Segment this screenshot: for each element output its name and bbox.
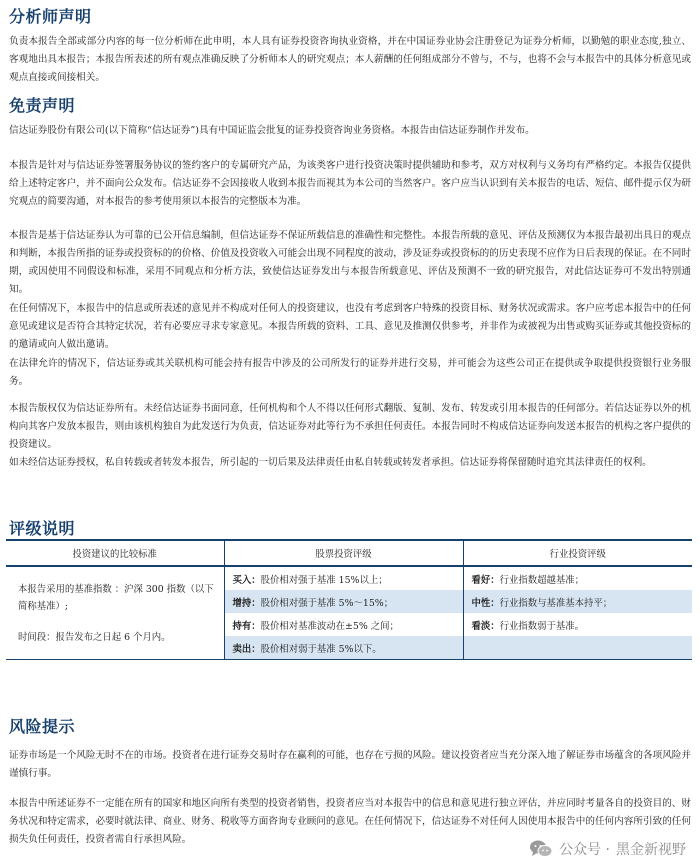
- disclaimer-paragraph: 在任何情况下，本报告中的信息或所表述的意见并不构成对任何人的投资建议，也没有考虑到客户特殊的投资目标、财务状况或需求。客户应考虑本报告中的任何意见或建议是否符合其特定状况，若有必要应寻求专家意见。本报告所载的资料、工具、意见及推测仅供参考，并非作为或被视为出售或购买证券或其他投资标的的邀请或向人做出邀请。: [9, 303, 691, 350]
- stock-rating-cell: [224, 613, 463, 636]
- industry-rating-cell-empty: [463, 636, 692, 660]
- risk-paragraph: 证券市场是一个风险无时不在的市场。投资者在进行证券交易时存在赢利的可能，也存在亏损的风险。建议投资者应当充分深入地了解证券市场蕴含的各项风险并谨慎行事。: [9, 750, 691, 779]
- stock-rating-label: 增持：: [232, 597, 261, 609]
- stock-rating-desc: 股价相对强于基准 5%～15%；: [260, 597, 394, 609]
- disclaimer-title: 免责声明: [9, 96, 76, 115]
- header-industry-rating: 行业投资评级: [463, 540, 692, 566]
- stock-rating-desc: 股价相对弱于基准 5%以下。: [260, 643, 382, 655]
- watermark-name: 黑金新视野: [616, 842, 686, 858]
- benchmark-period-text: 时间段：报告发布之日起 6 个月内。: [18, 631, 171, 643]
- stock-rating-cell: [224, 636, 463, 660]
- benchmark-cell: [6, 566, 224, 660]
- stock-rating-desc: 股价相对强于基准 15%以上；: [260, 574, 388, 586]
- header-benchmark: 投资建议的比较标准: [6, 540, 224, 566]
- rating-table-header: [6, 540, 692, 566]
- stock-rating-cell: [224, 590, 463, 613]
- analyst-statement-text: 负责本报告全部或部分内容的每一位分析师在此申明，本人具有证券投资咨询执业资格，并在中国证券业协会注册登记为证券分析师，以勤勉的职业态度,独立、客观地出具本报告；本报告所表述的所有观点准确反映了分析师本人的研究观点；本人薪酬的任何组成部分不曾与，不与，也将不会与本报告中的具体分析意见或观点直接或间接相关。: [9, 36, 691, 83]
- stock-rating-label: 卖出：: [232, 643, 261, 655]
- stock-rating-label: 持有：: [232, 620, 261, 632]
- industry-rating-cell: [463, 590, 692, 613]
- wechat-icon: [529, 839, 553, 859]
- industry-rating-label: 看淡：: [471, 620, 500, 632]
- industry-rating-label: 中性：: [471, 597, 500, 609]
- risk-paragraph: 本报告中所述证券不一定能在所有的国家和地区向所有类型的投资者销售，投资者应当对本报告中的信息和意见进行独立评估，并应同时考量各自的投资目的、财务状况和特定需求，必要时就法律、商业、财务、税收等方面咨询专业顾问的意见。在任何情况下，信达证券不对任何人因使用本报告中的任何内容所引致的任何损失负任何责任，投资者需自行承担风险。: [9, 798, 691, 845]
- stock-rating-cell: [224, 566, 463, 590]
- rating-title: 评级说明: [9, 519, 76, 538]
- disclaimer-paragraph: 本报告是针对与信达证券签署服务协议的签约客户的专属研究产品，为该类客户进行投资决策时提供辅助和参考，双方对权利与义务均有严格约定。本报告仅提供给上述特定客户，并不面向公众发布。信达证券不会因接收人收到本报告而视其为本公司的当然客户。客户应当认识到有关本报告的电话、短信、邮件提示仅为研究观点的简要沟通，对本报告的参考使用须以本报告的完整版本为准。: [9, 160, 691, 207]
- rating-table: [6, 539, 692, 660]
- stock-rating-label: 买入：: [232, 574, 261, 586]
- watermark-prefix: 公众号 ·: [559, 842, 610, 858]
- disclaimer-paragraph: 在法律允许的情况下，信达证券或其关联机构可能会持有报告中涉及的公司所发行的证券并进行交易，并可能会为这些公司正在提供或争取提供投资银行业务服务。: [9, 358, 691, 387]
- industry-rating-cell: [463, 566, 692, 590]
- disclaimer-paragraph: 本报告是基于信达证券认为可靠的已公开信息编制，但信达证券不保证所载信息的准确性和完整性。本报告所载的意见、评估及预测仅为本报告最初出具日的观点和判断，本报告所指的证券或投资标的的价格、价值及投资收入可能会出现不同程度的波动，涉及证券或投资标的的历史表现不应作为日后表现的保证。在不同时期，或因使用不同假设和标准，采用不同观点和分析方法，致使信达证券发出与本报告所载意见、评估及预测不一致的研究报告，对此信达证券可不发出特别通知。: [9, 230, 691, 295]
- industry-rating-desc: 行业指数与基准基本持平；: [499, 597, 613, 609]
- industry-rating-label: 看好：: [471, 574, 500, 586]
- header-stock-rating: 股票投资评级: [224, 540, 463, 566]
- stock-rating-desc: 股价相对基准波动在±5% 之间；: [260, 620, 399, 632]
- watermark: [529, 839, 686, 859]
- table-row: [6, 566, 692, 590]
- industry-rating-cell: [463, 613, 692, 636]
- industry-rating-desc: 行业指数弱于基准。: [499, 620, 585, 632]
- disclaimer-paragraph: 如未经信达证券授权，私自转载或者转发本报告，所引起的一切后果及法律责任由私自转载或转发者承担。信达证券将保留随时追究其法律责任的权利。: [9, 457, 652, 468]
- benchmark-index-text: 本报告采用的基准指数 ：沪深 300 指数（以下简称基准）;: [18, 583, 214, 612]
- analyst-statement-title: 分析师声明: [9, 7, 92, 26]
- risk-title: 风险提示: [9, 717, 76, 736]
- industry-rating-desc: 行业指数超越基准；: [499, 574, 585, 586]
- disclaimer-paragraph: 信达证券股份有限公司(以下简称“信达证券”)具有中国证监会批复的证券投资咨询业务资格。本报告由信达证券制作并发布。: [9, 125, 535, 136]
- disclaimer-paragraph: 本报告版权仅为信达证券所有。未经信达证券书面同意，任何机构和个人不得以任何形式翻版、复制、发布、转发或引用本报告的任何部分。若信达证券以外的机构向其客户发放本报告，则由该机构独自为此发送行为负责，信达证券对此等行为不承担任何责任。本报告同时不构成信达证券向发送本报告的机构之客户提供的投资建议。: [9, 403, 691, 450]
